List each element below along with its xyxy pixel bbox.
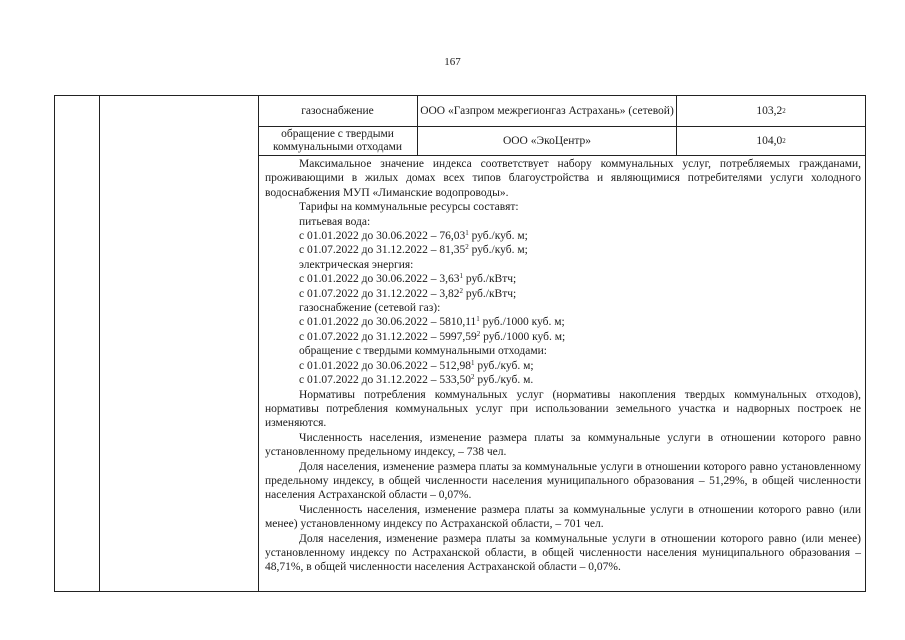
- tariff-line: с 01.01.2022 до 30.06.2022 – 5810,11$^1$ руб./1000 куб. м;: [299, 315, 565, 329]
- body-text: [265, 157, 861, 575]
- footnote-mark: 2: [470, 373, 475, 382]
- paragraph-share-equal: Доля населения, изменение размера платы за коммунальные услуги в отношении которого равно установленному предельному индексу, в общей численности населения муниципального образования – 51,29%, в общей численности населения Астраханской области – 0,07%.: [265, 460, 861, 502]
- footnote-mark: 2: [476, 329, 481, 338]
- footnote-mark: 1: [459, 272, 463, 281]
- service-row: [259, 96, 865, 127]
- document-table: [54, 95, 866, 592]
- index-value: 103,2: [756, 104, 783, 117]
- tariff-line: с 01.07.2022 до 31.12.2022 – 533,50$^2$ руб./куб. м.: [299, 373, 534, 387]
- service-index: 103,2 2: [676, 96, 865, 126]
- footnote-mark: 2: [459, 286, 463, 295]
- tariff-line: с 01.01.2022 до 30.06.2022 – 3,63$^1$ руб./кВтч;: [299, 272, 517, 286]
- tariff-line: с 01.07.2022 до 31.12.2022 – 5997,59$^2$ руб./1000 куб. м;: [299, 329, 566, 343]
- service-name: газоснабжение: [301, 104, 374, 117]
- service-provider: ООО «ЭкоЦентр»: [417, 127, 676, 155]
- column-divider-2: [258, 96, 259, 591]
- footnote-mark: 1: [465, 229, 469, 238]
- paragraph-norms: Нормативы потребления коммунальных услуг (нормативы накопления твердых коммунальных отходов), нормативы потребления коммунальных услуг при использовании земельного участка и надворных построек не изменяются.: [265, 388, 861, 430]
- tariff-group-label: обращение с твердыми коммунальными отходами:: [299, 345, 547, 358]
- paragraph-population-less: Численность населения, изменение размера платы за коммунальные услуги в отношении которого равно (или менее) установленному индексу по Астраханской области, – 701 чел.: [265, 503, 861, 531]
- tariff-group-label: газоснабжение (сетевой газ):: [299, 302, 441, 315]
- service-provider: ООО «Газпром межрегионгаз Астрахань» (сетевой): [417, 96, 676, 126]
- service-name: обращение с твердыми коммунальными отходами: [272, 128, 403, 153]
- service-index: 104,0 2: [676, 127, 865, 155]
- footnote-mark: 1: [470, 358, 475, 367]
- tariff-line: с 01.01.2022 до 30.06.2022 – 512,98$^1$ руб./куб. м;: [299, 358, 534, 372]
- tariff-group-label: электрическая энергия:: [299, 258, 414, 271]
- service-row: [259, 127, 865, 156]
- footnote-mark: 2: [465, 243, 469, 252]
- tariff-line: с 01.01.2022 до 30.06.2022 – 76,03$^1$ руб./куб. м;: [299, 229, 528, 243]
- paragraph-share-less: Доля населения, изменение размера платы за коммунальные услуги в отношении которого равно (или менее) установленному индексу по Астраханской области, в общей численности населения муниципального образования – 48,71%, в общей численности населения Астраханской области – 0,07%.: [265, 532, 861, 574]
- tariff-line: с 01.07.2022 до 31.12.2022 – 3,82$^2$ руб./кВтч;: [299, 286, 517, 300]
- tariff-line: с 01.07.2022 до 31.12.2022 – 81,35$^2$ руб./куб. м;: [299, 243, 528, 257]
- column-divider-1: [99, 96, 100, 591]
- index-value: 104,0: [756, 134, 783, 147]
- tariff-group-label: питьевая вода:: [299, 215, 371, 228]
- page-number: 167: [444, 56, 461, 68]
- tariffs-intro: Тарифы на коммунальные ресурсы составят:: [299, 201, 519, 214]
- footnote-mark: 1: [476, 315, 480, 324]
- paragraph-population-equal: Численность населения, изменение размера платы за коммунальные услуги в отношении которого равно установленному предельному индексу, – 738 чел.: [265, 431, 861, 459]
- paragraph-index-note: Максимальное значение индекса соответствует набору коммунальных услуг, потребляемых гражданами, проживающими в жилых домах всех типов благоустройства и являющимися потребителями услуги холодного водоснабжения МУП «Лиманские водопроводы».: [265, 158, 861, 199]
